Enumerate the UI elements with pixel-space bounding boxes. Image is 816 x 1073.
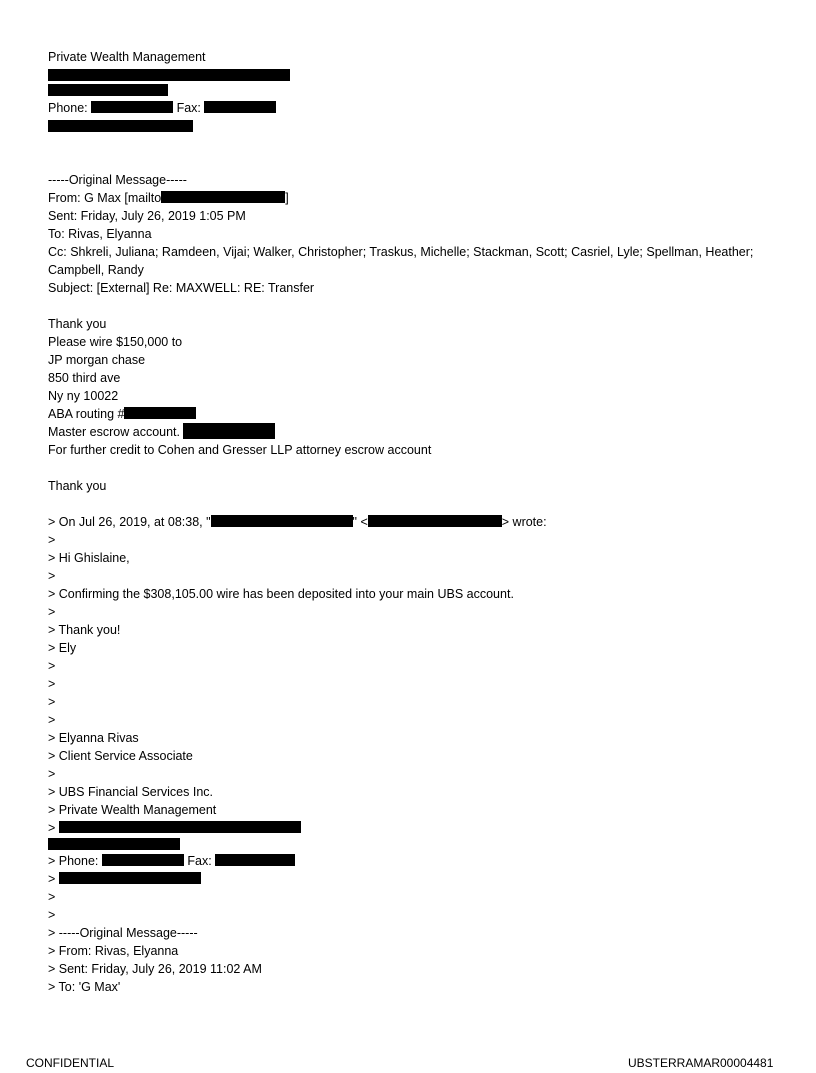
body-city: Ny ny 10022	[48, 389, 119, 403]
signature-phone-line	[48, 99, 778, 117]
quote-marker: >	[48, 569, 56, 583]
original-message-header: -----Original Message-----	[48, 173, 187, 187]
quoted-orig-sent: > Sent: Friday, July 26, 2019 11:02 AM	[48, 962, 262, 976]
quoted-ely: > Ely	[48, 641, 77, 655]
on-prefix: > On Jul 26, 2019, at 08:38, "	[48, 515, 211, 529]
quote-marker: >	[48, 908, 56, 922]
to-line: To: Rivas, Elyanna	[48, 227, 152, 241]
redaction-quoted-phone	[102, 854, 184, 866]
redaction-quoted-city	[48, 838, 180, 850]
quoted-title: > Client Service Associate	[48, 749, 193, 763]
body-thanks-2: Thank you	[48, 479, 107, 493]
quoted-phone-label: > Phone:	[48, 854, 99, 868]
quoted-email-line	[48, 870, 778, 888]
quote-marker: >	[48, 713, 56, 727]
redaction-quoted-fax	[215, 854, 295, 866]
quoted-greeting: > Hi Ghislaine,	[48, 551, 130, 565]
body-street: 850 third ave	[48, 371, 121, 385]
on-mid: " <	[352, 515, 368, 529]
quote-marker: >	[48, 695, 56, 709]
footer-confidential: CONFIDENTIAL	[26, 1056, 115, 1070]
fax-label: Fax:	[176, 101, 201, 115]
footer-bates-number: UBSTERRAMAR00004481	[628, 1056, 774, 1070]
quoted-dept: > Private Wealth Management	[48, 803, 217, 817]
redaction-sender-email	[368, 515, 502, 527]
body-bank: JP morgan chase	[48, 353, 146, 367]
quote-marker: >	[48, 767, 56, 781]
quote-marker: >	[48, 677, 56, 691]
phone-label: Phone:	[48, 101, 88, 115]
body-credit: For further credit to Cohen and Gresser LLP attorney escrow account	[48, 443, 432, 457]
quote-marker: >	[48, 659, 56, 673]
quoted-orig-to: > To: 'G Max'	[48, 980, 121, 994]
quoted-on-line	[48, 513, 778, 531]
redaction-escrow	[183, 423, 275, 439]
from-line	[48, 189, 778, 207]
redaction-quoted-email	[59, 872, 201, 884]
signature-dept: Private Wealth Management	[48, 50, 206, 64]
body-escrow-line	[48, 423, 778, 441]
body-aba-line	[48, 405, 778, 423]
cc-line: Cc: Shkreli, Juliana; Ramdeen, Vijai; Walker, Christopher; Traskus, Michelle; Stackman, Scott; Casriel, Lyle; Spellman, Heather; Campbell, Randy	[48, 245, 754, 277]
quote-marker: >	[48, 821, 56, 835]
quote-marker: >	[48, 872, 56, 886]
on-suffix: > wrote:	[501, 515, 547, 529]
subject-line: Subject: [External] Re: MAXWELL: RE: Transfer	[48, 281, 315, 295]
sent-line: Sent: Friday, July 26, 2019 1:05 PM	[48, 209, 246, 223]
redaction-aba	[124, 407, 196, 419]
quoted-name: > Elyanna Rivas	[48, 731, 139, 745]
body-thanks: Thank you	[48, 317, 107, 331]
quoted-phone-line	[48, 852, 778, 870]
redaction-from-email	[161, 191, 285, 203]
redaction-email	[48, 120, 193, 132]
quoted-address-line	[48, 819, 778, 837]
quoted-confirm: > Confirming the $308,105.00 wire has been deposited into your main UBS account.	[48, 587, 514, 601]
escrow-label: Master escrow account.	[48, 425, 180, 439]
quote-marker: >	[48, 533, 56, 547]
quoted-company: > UBS Financial Services Inc.	[48, 785, 213, 799]
redaction-address	[48, 69, 290, 81]
quoted-thanks: > Thank you!	[48, 623, 121, 637]
quoted-fax-label: Fax:	[187, 854, 212, 868]
from-suffix: ]	[285, 191, 289, 205]
email-document	[48, 48, 778, 996]
redaction-city	[48, 84, 168, 96]
aba-label: ABA routing #	[48, 407, 125, 421]
quote-marker: >	[48, 890, 56, 904]
from-prefix: From: G Max [mailto	[48, 191, 162, 205]
quoted-orig-from: > From: Rivas, Elyanna	[48, 944, 179, 958]
body-wire: Please wire $150,000 to	[48, 335, 183, 349]
redaction-fax	[204, 101, 276, 113]
redaction-phone	[91, 101, 173, 113]
quoted-orig-header: > -----Original Message-----	[48, 926, 198, 940]
redaction-quoted-address	[59, 821, 301, 833]
quote-marker: >	[48, 605, 56, 619]
redaction-sender-name	[211, 515, 353, 527]
